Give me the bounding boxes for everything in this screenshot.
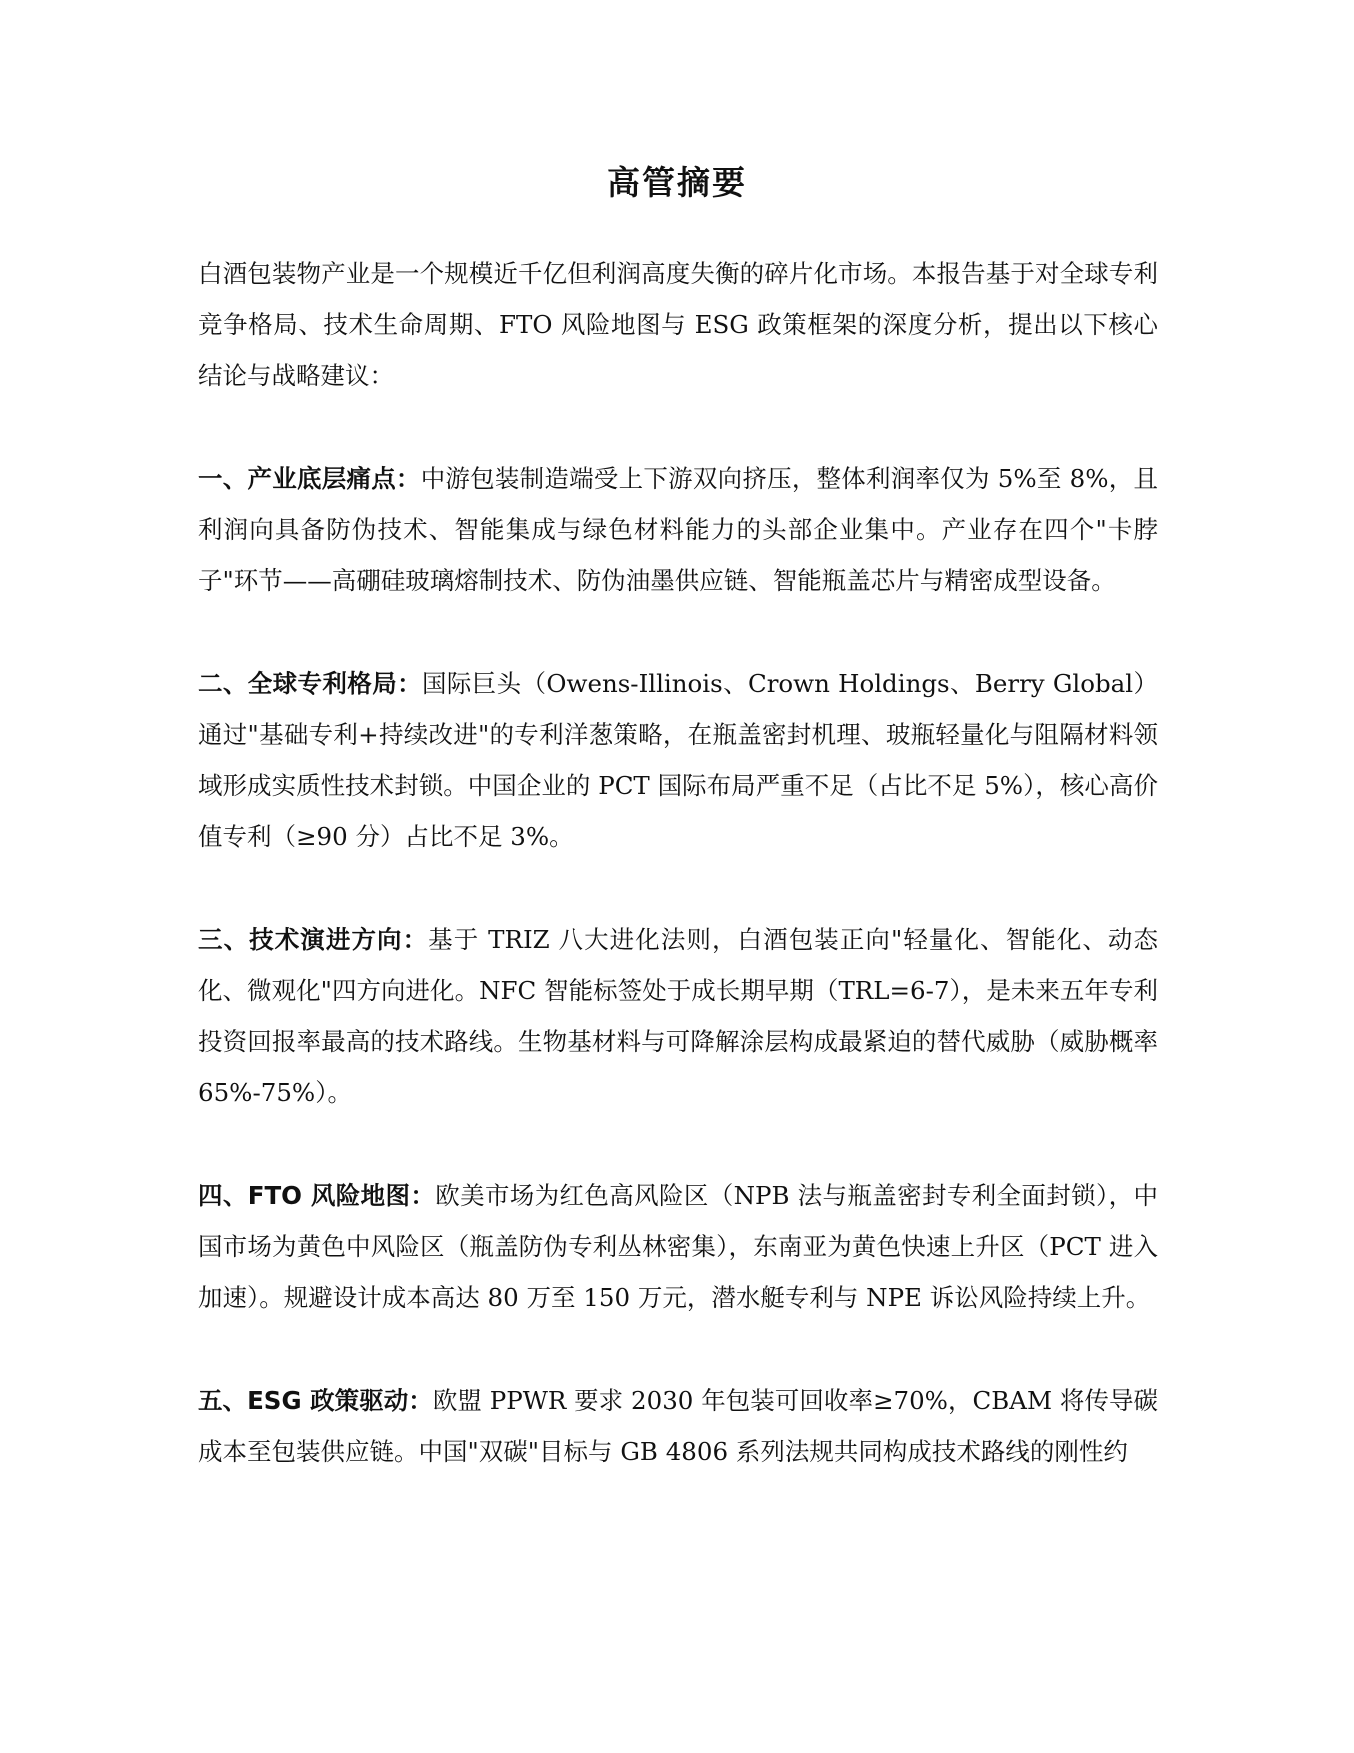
section-heading: 二、全球专利格局：: [198, 669, 422, 698]
section-text: 国际巨头（Owens-Illinois、Crown Holdings、Berry Global）通过"基础专利+持续改进"的专利洋葱策略，在瓶盖密封机理、玻瓶轻量化与阻隔材料领域形成实质性技术封锁。中国企业的 PCT 国际布局严重不足（占比不足 5%），核心高价值专利（≥90 分）占比不足 3%。: [198, 669, 1158, 851]
document-body: [198, 248, 1158, 1529]
page-title: 高管摘要: [607, 163, 747, 202]
section-paragraph: [198, 914, 1158, 1118]
section-heading: 三、技术演进方向：: [198, 925, 429, 954]
section-paragraph: [198, 1375, 1158, 1477]
section-text: 基于 TRIZ 八大进化法则，白酒包装正向"轻量化、智能化、动态化、微观化"四方向进化。NFC 智能标签处于成长期早期（TRL=6-7），是未来五年专利投资回报率最高的技术路线。生物基材料与可降解涂层构成最紧迫的替代威胁（威胁概率 65%-75%）。: [198, 925, 1158, 1107]
section-paragraph: [198, 453, 1158, 606]
section-text: 中游包装制造端受上下游双向挤压，整体利润率仅为 5%至 8%，且利润向具备防伪技术、智能集成与绿色材料能力的头部企业集中。产业存在四个"卡脖子"环节——高硼硅玻璃熔制技术、防伪油墨供应链、智能瓶盖芯片与精密成型设备。: [198, 464, 1159, 595]
section-paragraph: [198, 1170, 1158, 1323]
section-text: 欧美市场为红色高风险区（NPB 法与瓶盖密封专利全面封锁），中国市场为黄色中风险区（瓶盖防伪专利丛林密集），东南亚为黄色快速上升区（PCT 进入加速）。规避设计成本高达 80 万至 150 万元，潜水艇专利与 NPE 诉讼风险持续上升。: [198, 1181, 1158, 1312]
intro-paragraph: 白酒包装物产业是一个规模近千亿但利润高度失衡的碎片化市场。本报告基于对全球专利竞争格局、技术生命周期、FTO 风险地图与 ESG 政策框架的深度分析，提出以下核心结论与战略建议：: [198, 259, 1158, 390]
section-text: 欧盟 PPWR 要求 2030 年包装可回收率≥70%，CBAM 将传导碳成本至包装供应链。中国"双碳"目标与 GB 4806 系列法规共同构成技术路线的刚性约: [198, 1386, 1158, 1466]
section-heading: 四、FTO 风险地图：: [198, 1181, 436, 1210]
section-paragraph: [198, 658, 1158, 862]
section-heading: 五、ESG 政策驱动：: [198, 1386, 433, 1415]
section-heading: 一、产业底层痛点：: [198, 464, 421, 493]
